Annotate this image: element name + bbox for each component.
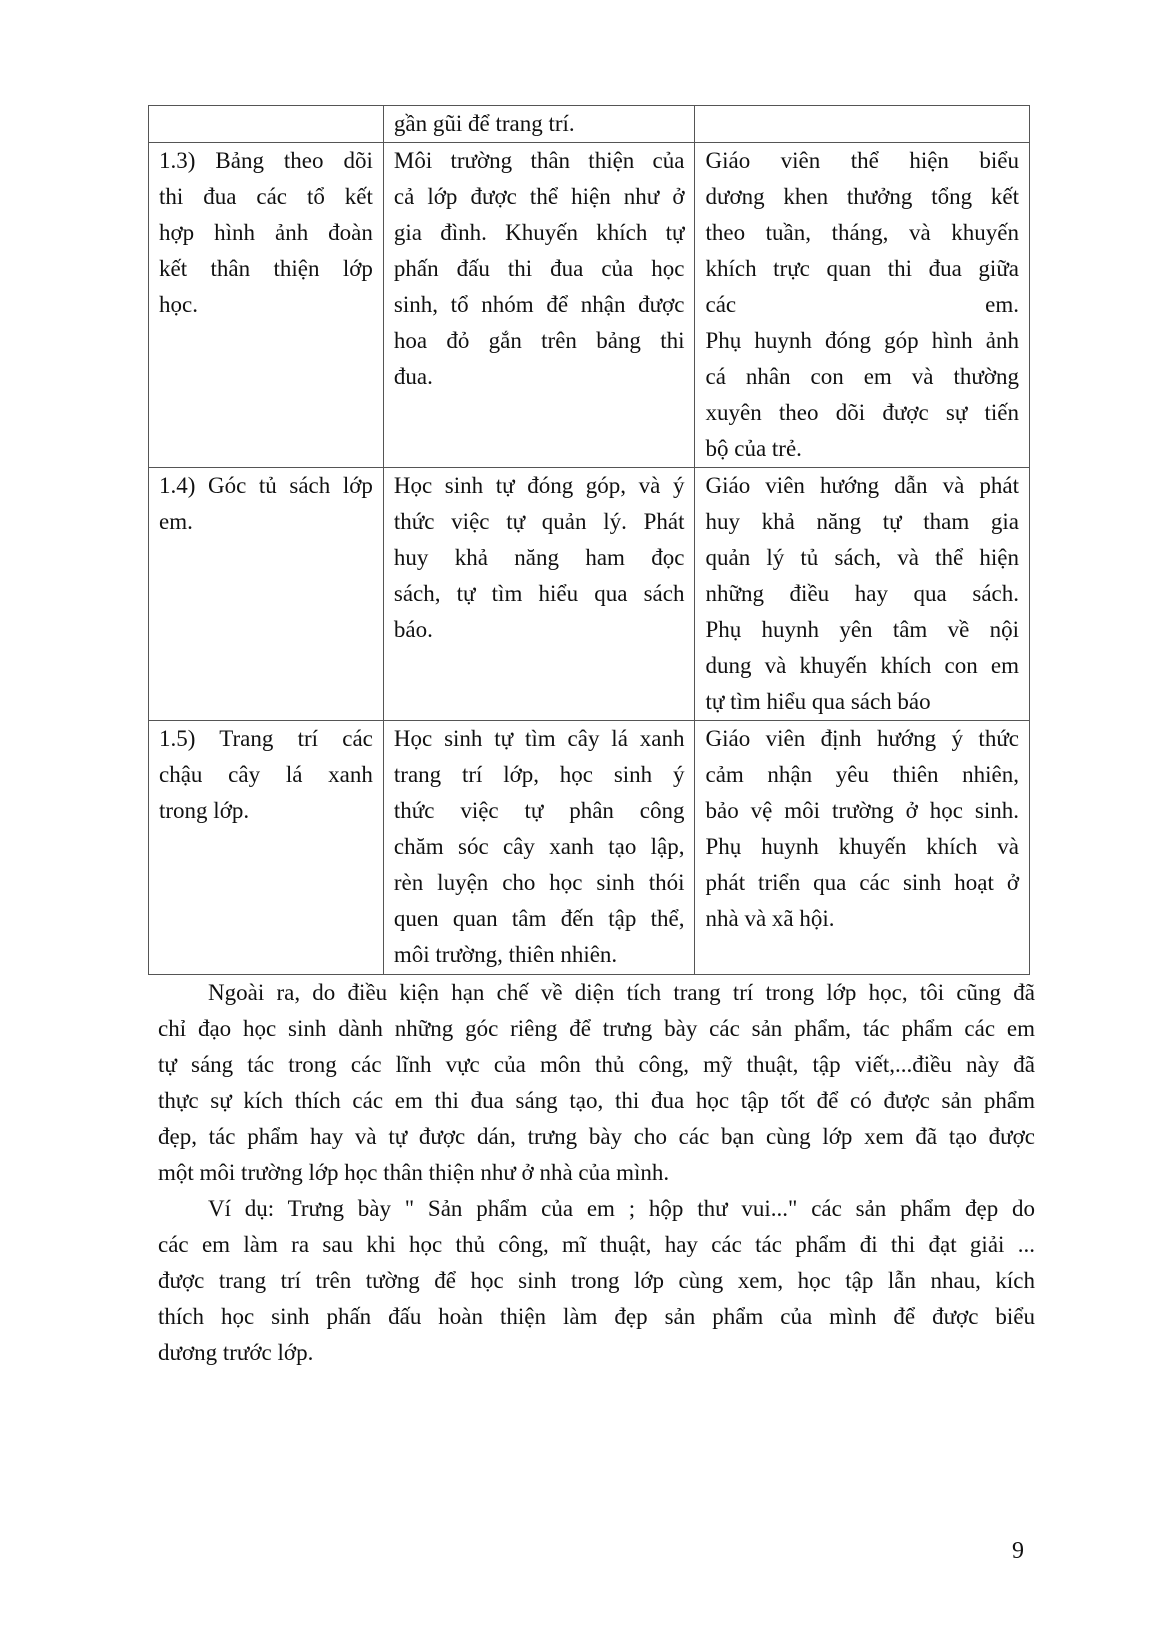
cell-line: tự tìm hiểu qua sách báo (705, 689, 931, 714)
cell-line: báo. (393, 617, 433, 642)
paragraph-line: chỉ đạo học sinh dành những góc riêng để trưng bày các sản phẩm, tác phẩm các em (158, 1016, 1035, 1041)
cell-line: bảo vệ môi trường ở học sinh. (705, 798, 1019, 823)
cell-line: hoa đỏ gắn trên bảng thi (393, 328, 685, 353)
table-cell-col2 (383, 106, 695, 143)
cell-line: Giáo viên thể hiện biểu (705, 148, 1019, 173)
cell-line: Học sinh tự tìm cây lá xanh (393, 726, 685, 751)
cell-line: đua. (393, 364, 433, 389)
table-cell-col2 (383, 468, 695, 721)
paragraph-line: đẹp, tác phẩm hay và tự được dán, trưng bày cho các bạn cùng lớp xem đã tạo được (158, 1124, 1035, 1149)
cell-line: các em. (705, 292, 1019, 317)
paragraph-line: một môi trường lớp học thân thiện như ở nhà của mình. (158, 1160, 670, 1185)
cell-line: chậu cây lá xanh (159, 762, 373, 787)
cell-line: học. (159, 292, 198, 317)
table-cell-col2 (383, 143, 695, 468)
table-cell-col2 (383, 721, 695, 975)
cell-line: phát triển qua các sinh hoạt ở (705, 870, 1019, 895)
cell-line: Phụ huynh khuyến khích và (705, 834, 1019, 859)
cell-line: những điều hay qua sách. (705, 581, 1019, 606)
cell-line: Phụ huynh yên tâm về nội (705, 617, 1019, 642)
table-cell-col1 (149, 721, 384, 975)
cell-line: chăm sóc cây xanh tạo lập, (393, 834, 685, 859)
cell-line: gia đình. Khuyến khích tự (393, 220, 685, 245)
table-cell-col3 (695, 721, 1030, 975)
paragraph-line: tự sáng tác trong các lĩnh vực của môn thủ công, mỹ thuật, tập viết,...điều này đã (158, 1052, 1035, 1077)
paragraph-line: các em làm ra sau khi học thủ công, mĩ thuật, hay các tác phẩm đi thi đạt giải ... (158, 1232, 1035, 1257)
cell-line: gần gũi để trang trí. (393, 111, 575, 136)
paragraph-line: thích học sinh phấn đấu hoàn thiện làm đẹp sản phẩm của mình để được biểu (158, 1304, 1035, 1329)
cell-line: dương khen thưởng tổng kết (705, 184, 1019, 209)
cell-line: quen quan tâm đến tập thể, (393, 906, 685, 931)
cell-line: trong lớp. (159, 798, 250, 823)
paragraph-line: được trang trí trên tường để học sinh trong lớp cùng xem, học tập lẫn nhau, kích (158, 1268, 1035, 1293)
cell-line: 1.4) Góc tủ sách lớp (159, 473, 373, 498)
cell-line: thức việc tự quản lý. Phát (393, 509, 685, 534)
body-paragraph (158, 1191, 1035, 1371)
page-number: 9 (1012, 1538, 1024, 1564)
cell-line: em. (159, 509, 193, 534)
table-cell-col1 (149, 106, 384, 143)
paragraph-line: Ví dụ: Trưng bày " Sản phẩm của em ; hộp thư vui..." các sản phẩm đẹp do (208, 1196, 1035, 1221)
paragraph-line: thực sự kích thích các em thi đua sáng tạo, thi đua học tập tốt để có được sản phẩm (158, 1088, 1035, 1113)
cell-line: cảm nhận yêu thiên nhiên, (705, 762, 1019, 787)
table-cell-col1 (149, 468, 384, 721)
table-cell-col3 (695, 106, 1030, 143)
cell-line: trang trí lớp, học sinh ý (393, 762, 685, 787)
paragraph-line: dương trước lớp. (158, 1340, 314, 1365)
table-cell-col3 (695, 143, 1030, 468)
cell-line: phấn đấu thi đua của học (393, 256, 685, 281)
cell-line: khích trực quan thi đua giữa (705, 256, 1019, 281)
cell-line: huy khả năng ham đọc (393, 545, 685, 570)
cell-line: Phụ huynh đóng góp hình ảnh (705, 328, 1019, 353)
cell-line: 1.5) Trang trí các (159, 726, 373, 751)
cell-line: hợp hình ảnh đoàn (159, 220, 373, 245)
cell-line: Học sinh tự đóng góp, và ý (393, 473, 685, 498)
cell-line: theo tuần, tháng, và khuyến (705, 220, 1019, 245)
cell-line: dung và khuyến khích con em (705, 653, 1019, 678)
cell-line: xuyên theo dõi được sự tiến (705, 400, 1019, 425)
table-row (149, 143, 1030, 468)
cell-line: Giáo viên hướng dẫn và phát (705, 473, 1019, 498)
cell-line: Giáo viên định hướng ý thức (705, 726, 1019, 751)
table-row (149, 468, 1030, 721)
activities-table (148, 105, 1030, 975)
cell-line: Môi trường thân thiện của (393, 148, 685, 173)
cell-line: môi trường, thiên nhiên. (393, 942, 618, 967)
cell-line: sinh, tổ nhóm để nhận được (393, 292, 685, 317)
cell-line: huy khả năng tự tham gia (705, 509, 1019, 534)
cell-line: bộ của trẻ. (705, 436, 802, 461)
cell-line: thức việc tự phân công (393, 798, 685, 823)
cell-line: nhà và xã hội. (705, 906, 835, 931)
table-cell-col3 (695, 468, 1030, 721)
cell-line: kết thân thiện lớp (159, 256, 373, 281)
cell-line: sách, tự tìm hiểu qua sách (393, 581, 685, 606)
table-row (149, 721, 1030, 975)
paragraph-line: Ngoài ra, do điều kiện hạn chế về diện tích trang trí trong lớp học, tôi cũng đã (208, 980, 1035, 1005)
cell-line: rèn luyện cho học sinh thói (393, 870, 685, 895)
cell-line: thi đua các tổ kết (159, 184, 373, 209)
cell-line: cả lớp được thể hiện như ở (393, 184, 685, 209)
body-paragraph (158, 975, 1035, 1191)
table-row (149, 106, 1030, 143)
table-cell-col1 (149, 143, 384, 468)
cell-line: cá nhân con em và thường (705, 364, 1019, 389)
cell-line: quản lý tủ sách, và thể hiện (705, 545, 1019, 570)
cell-line: 1.3) Bảng theo dõi (159, 148, 373, 173)
